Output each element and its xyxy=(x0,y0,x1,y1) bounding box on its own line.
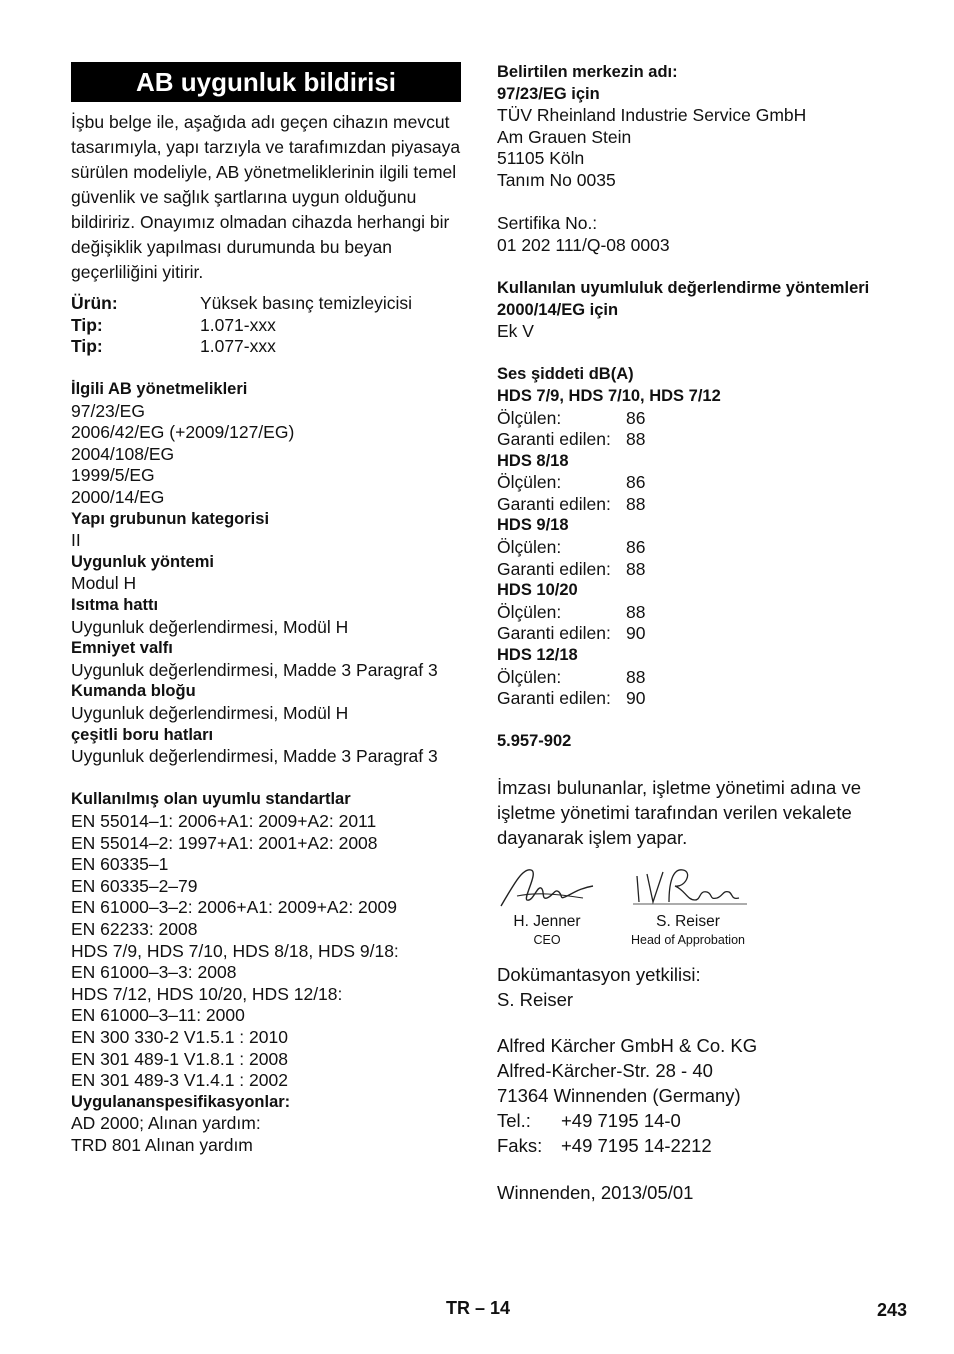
signature-block xyxy=(497,862,897,948)
method-value: Modul H xyxy=(71,573,137,594)
heating-value: Uygunluk değerlendirmesi, Modül H xyxy=(71,616,349,637)
fax-label: Faks: xyxy=(497,1135,543,1157)
standard-item: EN 61000–3–11: 2000 xyxy=(71,1005,245,1026)
fax-value: +49 7195 14-2212 xyxy=(561,1135,712,1157)
company-line: 71364 Winnenden (Germany) xyxy=(497,1085,741,1107)
notified-line: TÜV Rheinland Industrie Service GmbH xyxy=(497,105,807,126)
company-line: Alfred Kärcher GmbH & Co. KG xyxy=(497,1035,758,1057)
guaranteed-label: Garanti edilen: xyxy=(497,688,611,709)
standard-item: HDS 7/12, HDS 10/20, HDS 12/18: xyxy=(71,983,343,1004)
sound-group xyxy=(497,451,897,516)
conformity-for: 2000/14/EG için xyxy=(497,300,619,319)
measured-label: Ölçülen: xyxy=(497,537,562,558)
standard-item: HDS 7/9, HDS 7/10, HDS 8/18, HDS 9/18: xyxy=(71,940,399,961)
standard-item: EN 300 330-2 V1.5.1 : 2010 xyxy=(71,1026,288,1047)
measured-value: 86 xyxy=(626,472,646,493)
valve-value: Uygunluk değerlendirmesi, Madde 3 Paragraf 3 xyxy=(71,659,438,680)
place-date: Winnenden, 2013/05/01 xyxy=(497,1181,694,1203)
product-info xyxy=(71,293,461,358)
guaranteed-value: 88 xyxy=(626,493,646,514)
signer-name: S. Reiser xyxy=(656,912,720,930)
sound-group xyxy=(497,515,897,580)
sound-group xyxy=(497,580,897,645)
right-column xyxy=(497,62,897,1205)
measured-label: Ölçülen: xyxy=(497,407,562,428)
product-value: Yüksek basınç temizleyicisi xyxy=(200,293,413,313)
guaranteed-row xyxy=(497,559,897,581)
left-column xyxy=(71,62,461,1156)
standards-heading: Kullanılmış olan uyumlu standartlar xyxy=(71,790,351,809)
guaranteed-label: Garanti edilen: xyxy=(497,623,611,644)
notified-line: Tanım No 0035 xyxy=(497,169,616,190)
sound-model: HDS 9/18 xyxy=(497,516,569,535)
method-heading: Uygunluk yöntemi xyxy=(71,552,215,571)
page-number: 243 xyxy=(877,1300,908,1320)
heating-heading: Isıtma hattı xyxy=(71,596,159,615)
certificate-label: Sertifika No.: xyxy=(497,213,598,234)
footer-language-page: TR – 14 xyxy=(446,1298,511,1318)
directive-item: 97/23/EG xyxy=(71,400,145,421)
type-label: Tip: xyxy=(71,336,103,356)
conformity-value: Ek V xyxy=(497,321,534,342)
notified-for: 97/23/EG için xyxy=(497,84,600,103)
type-value: 1.077-xxx xyxy=(200,336,276,356)
phone-label: Tel.: xyxy=(497,1110,531,1132)
guaranteed-row xyxy=(497,494,897,516)
measured-row xyxy=(497,537,897,559)
guaranteed-row xyxy=(497,429,897,451)
signature-reiser-icon xyxy=(623,862,753,908)
intro-paragraph: İşbu belge ile, aşağıda adı geçen cihazın mevcut tasarımıyla, yapı tarzıyla ve tarafımızdan piyasaya sürülen modeliyle, AB yönetmeliklerinin ilgili temel güvenlik ve sağlık şartlarına uygun olduğunu bildiririz. Onayımız olmadan cihazda herhangi bir değişiklik yapılması durumunda bu beyan geçerliliğini yitirir. xyxy=(71,112,461,282)
measured-row xyxy=(497,408,897,430)
spec-heading: Uygulananspesifikasyonlar: xyxy=(71,1092,291,1111)
measured-row xyxy=(497,472,897,494)
directives-heading: İlgili AB yönetmelikleri xyxy=(71,380,248,399)
standard-item: EN 60335–2–79 xyxy=(71,875,198,896)
sound-model: HDS 8/18 xyxy=(497,451,569,470)
sound-group xyxy=(497,386,897,451)
measured-label: Ölçülen: xyxy=(497,666,562,687)
measured-value: 88 xyxy=(626,601,646,622)
standard-item: EN 61000–3–2: 2006+A1: 2009+A2: 2009 xyxy=(71,897,397,918)
type-label: Tip: xyxy=(71,314,103,335)
directive-item: 1999/5/EG xyxy=(71,465,155,486)
signature-jenner-icon xyxy=(497,862,597,908)
sound-heading: Ses şiddeti dB(A) xyxy=(497,365,634,384)
guaranteed-value: 88 xyxy=(626,429,646,450)
signer-role: Head of Approbation xyxy=(631,932,745,947)
block-value: Uygunluk değerlendirmesi, Modül H xyxy=(71,703,349,723)
standard-item: EN 60335–1 xyxy=(71,854,169,875)
type-row xyxy=(71,336,461,358)
guaranteed-value: 90 xyxy=(626,688,646,709)
signers-text: İmzası bulunanlar, işletme yönetimi adına ve işletme yönetimi tarafından verilen vekalete dayanarak işlem yapar. xyxy=(497,776,862,848)
pipes-heading: çeşitli boru hatları xyxy=(71,725,214,744)
signature-jenner xyxy=(497,862,597,947)
type-row xyxy=(71,315,461,337)
guaranteed-row xyxy=(497,623,897,645)
sound-group xyxy=(497,645,897,710)
standard-item: EN 61000–3–3: 2008 xyxy=(71,962,237,983)
doc-owner: S. Reiser xyxy=(497,988,574,1010)
standard-item: EN 55014–1: 2006+A1: 2009+A2: 2011 xyxy=(71,810,377,831)
product-row xyxy=(71,293,461,315)
notified-heading: Belirtilen merkezin adı: xyxy=(497,63,678,81)
measured-value: 86 xyxy=(626,407,646,428)
category-heading: Yapı grubunun kategorisi xyxy=(71,509,270,528)
category-value: II xyxy=(71,530,81,551)
signer-role: CEO xyxy=(533,932,561,947)
guaranteed-value: 90 xyxy=(626,623,646,644)
certificate-number: 01 202 111/Q-08 0003 xyxy=(497,234,670,255)
document-number: 5.957-902 xyxy=(497,732,572,751)
sound-model: HDS 12/18 xyxy=(497,646,578,665)
type-value: 1.071-xxx xyxy=(200,314,276,335)
product-label: Ürün: xyxy=(71,293,118,313)
standard-item: EN 301 489-3 V1.4.1 : 2002 xyxy=(71,1070,288,1091)
guaranteed-value: 88 xyxy=(626,558,646,579)
standard-item: EN 62233: 2008 xyxy=(71,918,198,939)
signer-name: H. Jenner xyxy=(513,912,581,930)
measured-row xyxy=(497,602,897,624)
pipes-value: Uygunluk değerlendirmesi, Madde 3 Paragraf 3 xyxy=(71,746,438,767)
spec-item: AD 2000; Alınan yardım: xyxy=(71,1113,261,1134)
valve-heading: Emniyet valfı xyxy=(71,639,173,658)
company-line: Alfred-Kärcher-Str. 28 - 40 xyxy=(497,1060,713,1082)
sound-model: HDS 10/20 xyxy=(497,581,578,600)
measured-label: Ölçülen: xyxy=(497,472,562,493)
directive-item: 2006/42/EG (+2009/127/EG) xyxy=(71,422,295,443)
standard-item: EN 55014–2: 1997+A1: 2001+A2: 2008 xyxy=(71,832,378,853)
block-heading: Kumanda bloğu xyxy=(71,682,196,701)
measured-value: 88 xyxy=(626,666,646,687)
signature-reiser xyxy=(623,862,753,947)
directive-item: 2000/14/EG xyxy=(71,487,165,508)
measured-row xyxy=(497,667,897,689)
notified-line: Am Grauen Stein xyxy=(497,126,632,147)
spec-item: TRD 801 Alınan yardım xyxy=(71,1134,253,1155)
guaranteed-row xyxy=(497,688,897,710)
page-title: AB uygunluk bildirisi xyxy=(71,62,461,102)
conformity-heading: Kullanılan uyumluluk değerlendirme yöntemleri xyxy=(497,278,870,297)
fax-row xyxy=(497,1133,897,1158)
phone-row xyxy=(497,1108,897,1133)
measured-label: Ölçülen: xyxy=(497,601,562,622)
sound-model: HDS 7/9, HDS 7/10, HDS 7/12 xyxy=(497,386,721,405)
guaranteed-label: Garanti edilen: xyxy=(497,558,611,579)
doc-owner-label: Dokümantasyon yetkilisi: xyxy=(497,963,701,985)
directive-item: 2004/108/EG xyxy=(71,443,175,464)
guaranteed-label: Garanti edilen: xyxy=(497,429,611,450)
phone-value: +49 7195 14-0 xyxy=(561,1110,681,1132)
measured-value: 86 xyxy=(626,537,646,558)
standard-item: EN 301 489-1 V1.8.1 : 2008 xyxy=(71,1048,288,1069)
notified-line: 51105 Köln xyxy=(497,148,585,169)
guaranteed-label: Garanti edilen: xyxy=(497,493,611,514)
